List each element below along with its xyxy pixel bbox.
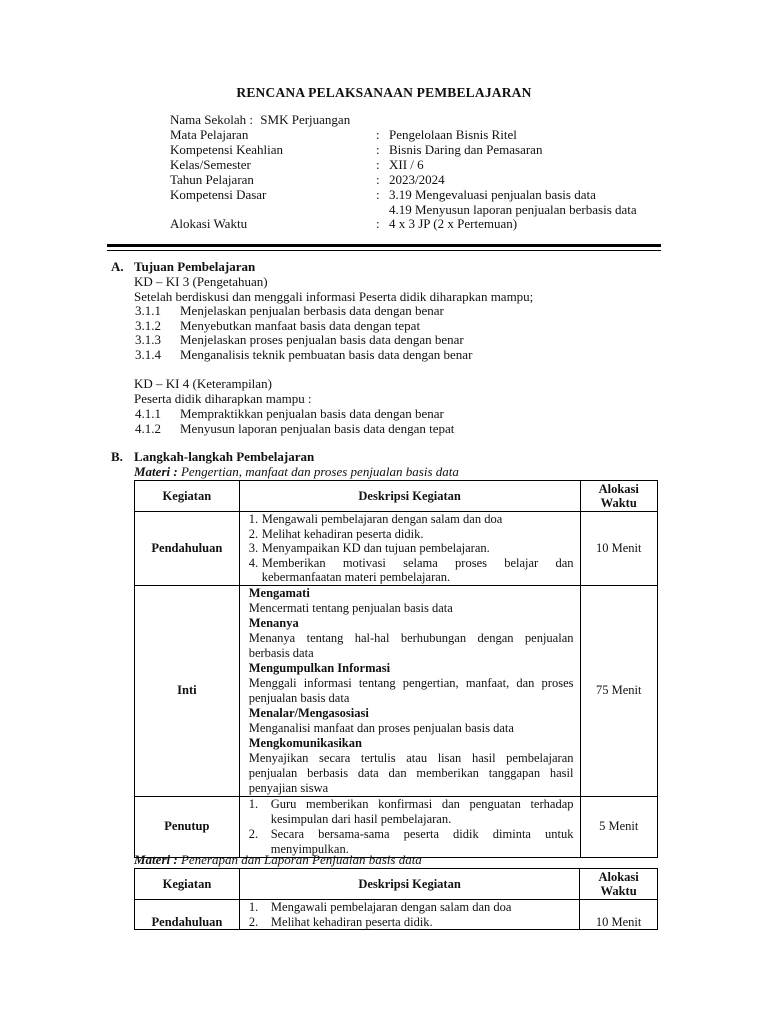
table-header-row <box>135 869 658 900</box>
objective-number: 3.1.4 <box>135 347 161 362</box>
objective-number: 3.1.3 <box>135 332 161 347</box>
table-header-row <box>135 481 658 512</box>
list-number: 2. <box>248 826 259 841</box>
header-kegiatan: Kegiatan <box>135 481 240 512</box>
list-number: 4. <box>248 555 259 570</box>
school-row <box>170 112 350 127</box>
kegiatan-pendahuluan: Pendahuluan <box>135 900 240 930</box>
list-number: 2. <box>248 526 259 541</box>
list-item <box>249 900 573 915</box>
identity-colon: : <box>376 172 380 187</box>
objective-number: 4.1.2 <box>135 421 161 436</box>
school-value: SMK Perjuangan <box>260 112 351 127</box>
materi-2-text: Penerapan dan Laporan Penjualan basis data <box>180 852 422 867</box>
materi-1 <box>134 464 459 479</box>
header-kegiatan: Kegiatan <box>135 869 240 900</box>
list-text: Memberikan motivasi selama proses belajar dan kebermanfaatan materi pembelajaran. <box>261 555 574 584</box>
header-alokasi <box>580 481 658 512</box>
header-alokasi <box>580 869 658 900</box>
identity-value: 2023/2024 <box>389 172 445 187</box>
document-title: RENCANA PELAKSANAAN PEMBELAJARAN <box>236 85 532 100</box>
list-item <box>249 512 574 527</box>
list-text: Melihat kehadiran peserta didik. <box>270 914 433 929</box>
kegiatan-penutup: Penutup <box>135 796 240 857</box>
stage-text: Menanya tentang hal-hal berhubungan dengan penjualan berbasis data <box>248 630 574 660</box>
identity-value-2: 4.19 Menyusun laporan penjualan berbasis data <box>389 202 637 217</box>
stage-name: Menanya <box>248 615 299 630</box>
list-number: 1. <box>248 900 259 914</box>
objective-text: Menjelaskan proses penjualan basis data dengan benar <box>180 332 464 347</box>
identity-label: Kompetensi Dasar <box>170 187 267 202</box>
stage-name: Mengamati <box>248 585 310 600</box>
header-deskripsi: Deskripsi Kegiatan <box>239 869 579 900</box>
section-b-heading: Langkah-langkah Pembelajaran <box>134 449 315 464</box>
kegiatan-pendahuluan: Pendahuluan <box>135 512 240 586</box>
objective-text: Menyebutkan manfaat basis data dengan tepat <box>180 318 421 333</box>
list-number: 3. <box>248 541 259 555</box>
deskripsi-pendahuluan <box>239 512 580 586</box>
list-text: Guru memberikan konfirmasi dan penguatan terhadap kesimpulan dari hasil pembelajaran. <box>270 796 574 826</box>
school-label: Nama Sekolah : <box>170 112 254 127</box>
list-number: 1. <box>248 512 259 526</box>
header-alokasi-line2: Waktu <box>600 496 637 510</box>
objective-text: Menganalisis teknik pembuatan basis data dengan benar <box>180 347 473 362</box>
identity-label: Mata Pelajaran <box>170 127 249 142</box>
stage-text: Menganalisi manfaat dan proses penjualan basis data <box>248 720 514 735</box>
activity-table-1 <box>134 480 658 858</box>
identity-colon: : <box>376 216 380 231</box>
header-alokasi-line1: Alokasi <box>598 481 639 496</box>
table-row-inti <box>135 585 658 796</box>
stage-text: Menyajikan secara tertulis atau lisan hasil pembelajaran penjualan berbasis data dan memberikan tanggapan hasil penyajian siswa <box>248 750 574 795</box>
list-item <box>249 556 574 585</box>
stage-name: Mengumpulkan Informasi <box>248 660 391 675</box>
table-row-pendahuluan <box>135 512 658 586</box>
kd4-title: KD – KI 4 (Keterampilan) <box>134 376 272 391</box>
list-text: Melihat kehadiran peserta didik. <box>261 526 424 541</box>
alokasi-penutup: 5 Menit <box>580 796 658 857</box>
list-item <box>249 797 574 827</box>
identity-label: Alokasi Waktu <box>170 216 248 231</box>
list-item <box>249 541 574 556</box>
divider-thick <box>107 244 661 247</box>
section-b-letter: B. <box>111 449 123 464</box>
stage-name: Menalar/Mengasosiasi <box>248 705 369 720</box>
section-a-letter: A. <box>111 259 124 274</box>
activity-table-2 <box>134 868 658 930</box>
list-text: Mengawali pembelajaran dengan salam dan doa <box>270 900 512 914</box>
identity-value: 4 x 3 JP (2 x Pertemuan) <box>389 216 518 231</box>
header-alokasi-line2: Waktu <box>600 884 637 898</box>
list-text: Secara bersama-sama peserta didik diminta untuk menyimpulkan. <box>270 826 574 856</box>
header-deskripsi: Deskripsi Kegiatan <box>239 481 580 512</box>
list-item <box>249 527 574 542</box>
objective-text: Menyusun laporan penjualan basis data dengan tepat <box>180 421 455 436</box>
deskripsi-penutup <box>239 796 580 857</box>
identity-colon: : <box>376 157 380 172</box>
list-number: 2. <box>248 914 259 929</box>
objective-number: 3.1.1 <box>135 303 161 318</box>
identity-colon: : <box>376 142 380 157</box>
kd3-intro: Setelah berdiskusi dan menggali informasi Peserta didik diharapkan mampu; <box>134 289 534 304</box>
kegiatan-inti: Inti <box>135 585 240 796</box>
divider-thin <box>107 250 661 251</box>
alokasi-pendahuluan: 10 Menit <box>580 900 658 930</box>
identity-value: XII / 6 <box>389 157 424 172</box>
table-row-penutup <box>135 796 658 857</box>
list-text: Menyampaikan KD dan tujuan pembelajaran. <box>261 541 490 555</box>
identity-colon: : <box>376 187 380 202</box>
alokasi-pendahuluan: 10 Menit <box>580 512 658 586</box>
identity-label: Kompetensi Keahlian <box>170 142 283 157</box>
kd4-intro: Peserta didik diharapkan mampu : <box>134 391 312 406</box>
objective-text: Menjelaskan penjualan berbasis data dengan benar <box>180 303 444 318</box>
section-a-heading: Tujuan Pembelajaran <box>134 259 256 274</box>
list-number: 1. <box>248 796 259 811</box>
objective-number: 4.1.1 <box>135 406 161 421</box>
identity-label: Kelas/Semester <box>170 157 251 172</box>
identity-label: Tahun Pelajaran <box>170 172 254 187</box>
header-alokasi-line1: Alokasi <box>598 869 639 884</box>
alokasi-inti: 75 Menit <box>580 585 658 796</box>
list-text: Mengawali pembelajaran dengan salam dan doa <box>261 512 503 526</box>
identity-value: 3.19 Mengevaluasi penjualan basis data <box>389 187 596 202</box>
deskripsi-inti <box>239 585 580 796</box>
materi-1-label: Materi : <box>134 464 178 479</box>
identity-value: Bisnis Daring dan Pemasaran <box>389 142 543 157</box>
kd3-title: KD – KI 3 (Pengetahuan) <box>134 274 268 289</box>
materi-1-text: Pengertian, manfaat dan proses penjualan basis data <box>180 464 459 479</box>
stage-name: Mengkomunikasikan <box>248 735 362 750</box>
materi-2 <box>134 852 422 867</box>
stage-text: Mencermati tentang penjualan basis data <box>248 600 453 615</box>
identity-value: Pengelolaan Bisnis Ritel <box>389 127 517 142</box>
table-row-pendahuluan <box>135 900 658 930</box>
stage-text: Menggali informasi tentang pengertian, manfaat, dan proses penjualan basis data <box>248 675 574 705</box>
list-item <box>249 915 573 930</box>
deskripsi-pendahuluan <box>239 900 579 930</box>
objective-text: Mempraktikkan penjualan basis data dengan benar <box>180 406 444 421</box>
identity-colon: : <box>376 127 380 142</box>
materi-2-label: Materi : <box>134 852 178 867</box>
objective-number: 3.1.2 <box>135 318 161 333</box>
